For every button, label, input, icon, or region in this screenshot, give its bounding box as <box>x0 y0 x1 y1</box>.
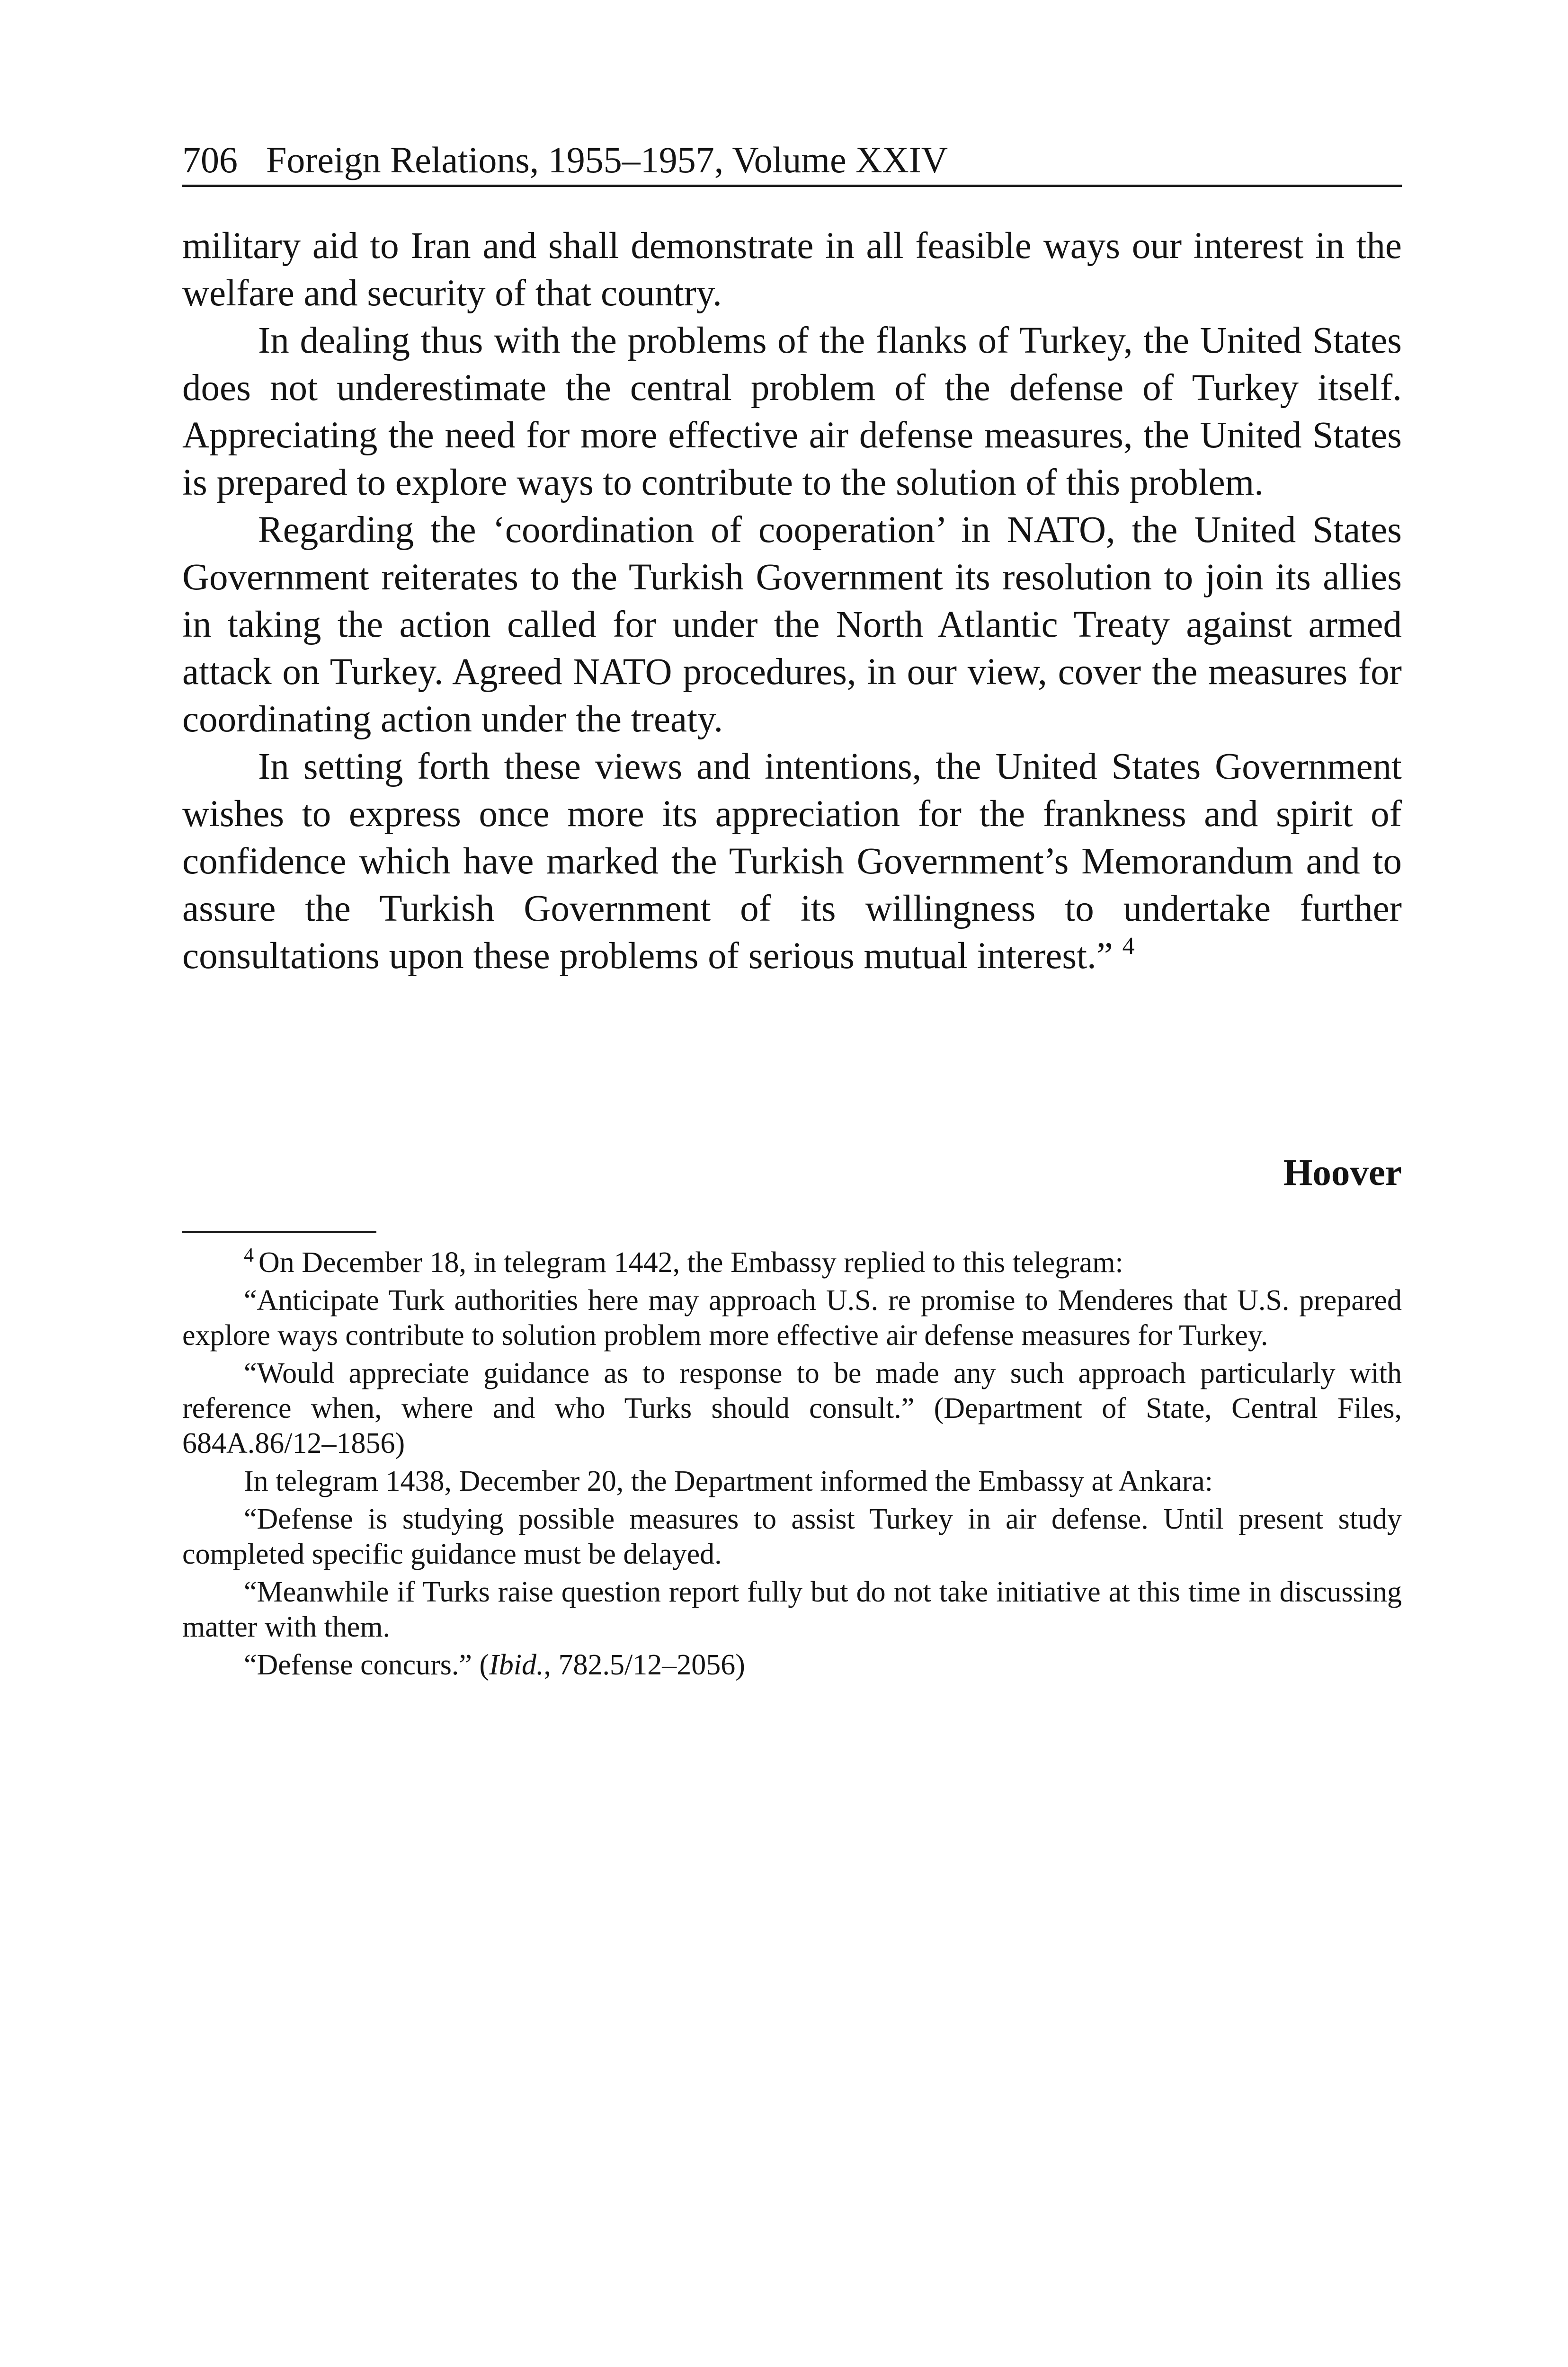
footnote-text: On December 18, in telegram 1442, the Embassy replied to this telegram: <box>258 1246 1123 1279</box>
page-number: 706 <box>182 139 238 180</box>
footnote-paragraph: “Anticipate Turk authorities here may approach U.S. re promise to Menderes that U.S. prepared explore ways contribute to solution problem more effective air defense measures for Turkey. <box>182 1284 1402 1352</box>
footnote-text-suffix: , 782.5/12–2056) <box>543 1649 745 1681</box>
body-paragraph: Regarding the ‘coordination of cooperation’ in NATO, the United States Government reiterates to the Turkish Government its resolution to join its allies in taking the action called for under the North Atlantic Treaty against armed attack on Turkey. Agreed NATO procedures, in our view, cover the measures for coordinating action under the treaty. <box>182 509 1402 740</box>
body-paragraph-last <box>182 743 1402 980</box>
body-paragraph: In dealing thus with the problems of the flanks of Turkey, the United States does not underestimate the central problem of the defense of Turkey itself. Appreciating the need for more effective air defense measures, the United States is prepared to explore ways to contribute to the solution of this problem. <box>182 320 1402 503</box>
footnote-text-prefix: “Defense concurs.” ( <box>244 1649 490 1681</box>
footnote-number: 4 <box>244 1245 254 1266</box>
footnote-paragraph-last <box>182 1647 1402 1682</box>
footnote-paragraph: “Meanwhile if Turks raise question report fully but do not take initiative at this time in discussing matter with them. <box>182 1576 1402 1643</box>
footnotes <box>182 1245 1402 1682</box>
body-paragraph: military aid to Iran and shall demonstrate in all feasible ways our interest in the welfare and security of that country. <box>182 225 1402 314</box>
body-paragraph-text: In setting forth these views and intentions, the United States Government wishes to express once more its appreciation for the frankness and spirit of confidence which have marked the Turkish Government’s Memorandum and to assure the Turkish Government of its willingness to undertake further consultations upon these problems of serious mutual interest.” <box>182 746 1402 977</box>
running-header <box>182 135 1402 187</box>
body-text <box>182 222 1402 980</box>
running-title: Foreign Relations, 1955–1957, Volume XXIV <box>266 139 948 180</box>
signature: Hoover <box>1283 1152 1402 1193</box>
ibid-citation: Ibid. <box>489 1649 544 1681</box>
footnote-paragraph: “Would appreciate guidance as to response to be made any such approach particularly with reference when, where and who Turks should consult.” (Department of State, Central Files, 684A.86/12–1856) <box>182 1357 1402 1459</box>
footnote-paragraph: “Defense is studying possible measures to assist Turkey in air defense. Until present study completed specific guidance must be delayed. <box>182 1503 1402 1570</box>
footnote-paragraph: In telegram 1438, December 20, the Department informed the Embassy at Ankara: <box>244 1465 1213 1497</box>
footnote-paragraph <box>182 1245 1402 1280</box>
footnote-reference[interactable]: 4 <box>1122 933 1135 960</box>
footnote-divider <box>182 1231 376 1233</box>
